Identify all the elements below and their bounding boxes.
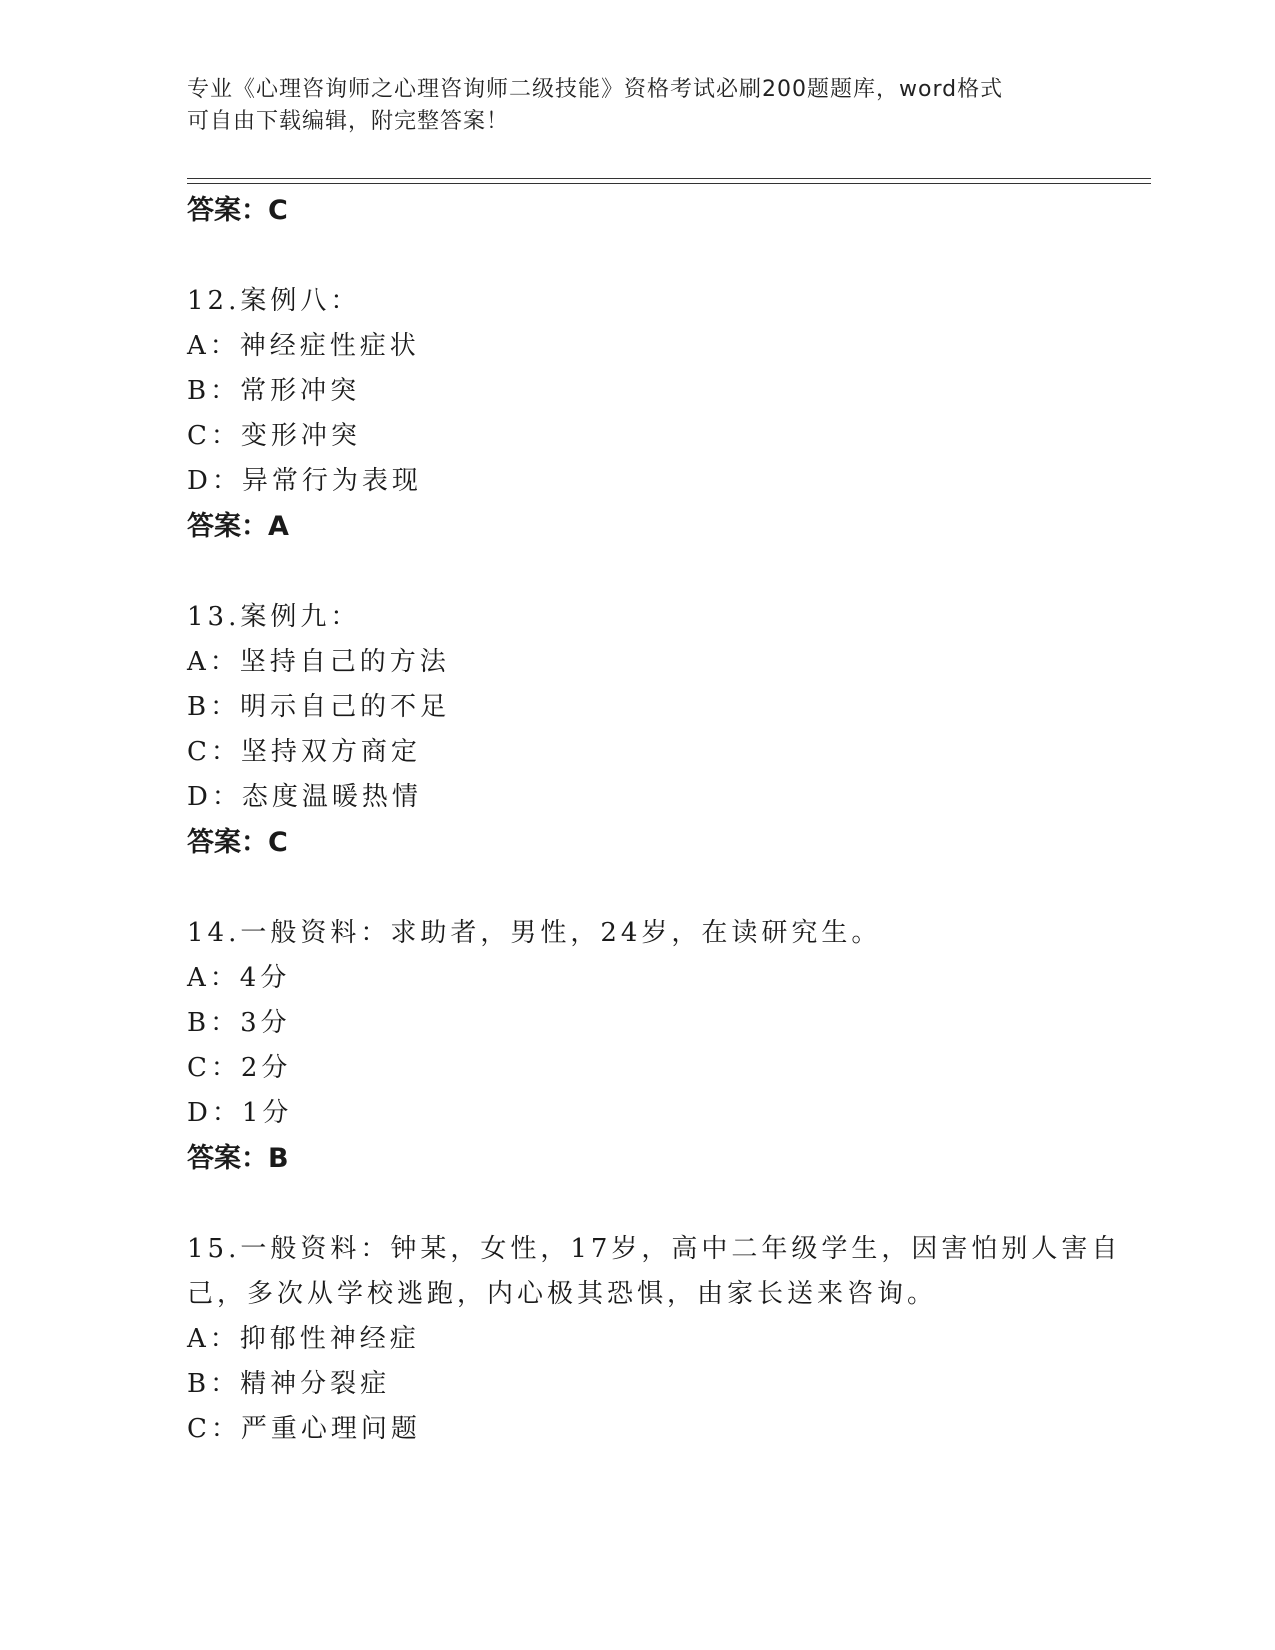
option-14-c: C：2分: [187, 1053, 292, 1083]
answer-value: C: [268, 195, 288, 226]
question-list: [187, 188, 1151, 1452]
option-12-a: A：神经症性症状: [187, 331, 420, 361]
option-13-a: A：坚持自己的方法: [187, 647, 450, 677]
question-13: 13.案例九：: [187, 602, 361, 632]
answer-line-14: [187, 1136, 1151, 1181]
header-rule-top: [187, 178, 1151, 179]
option-14-a: A：4分: [187, 963, 291, 993]
header-line-2: 可自由下载编辑，附完整答案！: [187, 109, 510, 134]
header-line-1: 专业《心理咨询师之心理咨询师二级技能》资格考试必刷200题题库，word格式: [187, 77, 1004, 102]
option-12-c: C：变形冲突: [187, 421, 361, 451]
answer-label: 答案：: [187, 1143, 268, 1174]
question-12: 12.案例八：: [187, 286, 361, 316]
header-rule-bottom: [187, 183, 1151, 184]
option-14-d: D：1分: [187, 1098, 293, 1128]
option-13-d: D：态度温暖热情: [187, 782, 422, 812]
option-12-b: B：常形冲突: [187, 376, 361, 406]
option-15-b: B：精神分裂症: [187, 1369, 391, 1399]
answer-line: [187, 188, 1151, 233]
answer-label: 答案：: [187, 827, 268, 858]
page-header: [187, 74, 1087, 138]
answer-label: 答案：: [187, 195, 268, 226]
answer-value-12: A: [268, 511, 289, 542]
question-15: 15.一般资料：钟某，女性，17岁，高中二年级学生，因害怕别人害自己，多次从学校逃跑，内心极其恐惧，由家长送来咨询。: [187, 1234, 1122, 1309]
answer-value-14: B: [268, 1143, 289, 1174]
option-15-a: A：抑郁性神经症: [187, 1324, 420, 1354]
option-14-b: B：3分: [187, 1008, 291, 1038]
option-13-c: C：坚持双方商定: [187, 737, 421, 767]
answer-value-13: C: [268, 827, 288, 858]
option-13-b: B：明示自己的不足: [187, 692, 451, 722]
question-14: 14.一般资料：求助者，男性，24岁，在读研究生。: [187, 918, 882, 948]
answer-line-12: [187, 504, 1151, 549]
option-15-c: C：严重心理问题: [187, 1414, 421, 1444]
answer-line-13: [187, 820, 1151, 865]
option-12-d: D：异常行为表现: [187, 466, 422, 496]
answer-label: 答案：: [187, 511, 268, 542]
